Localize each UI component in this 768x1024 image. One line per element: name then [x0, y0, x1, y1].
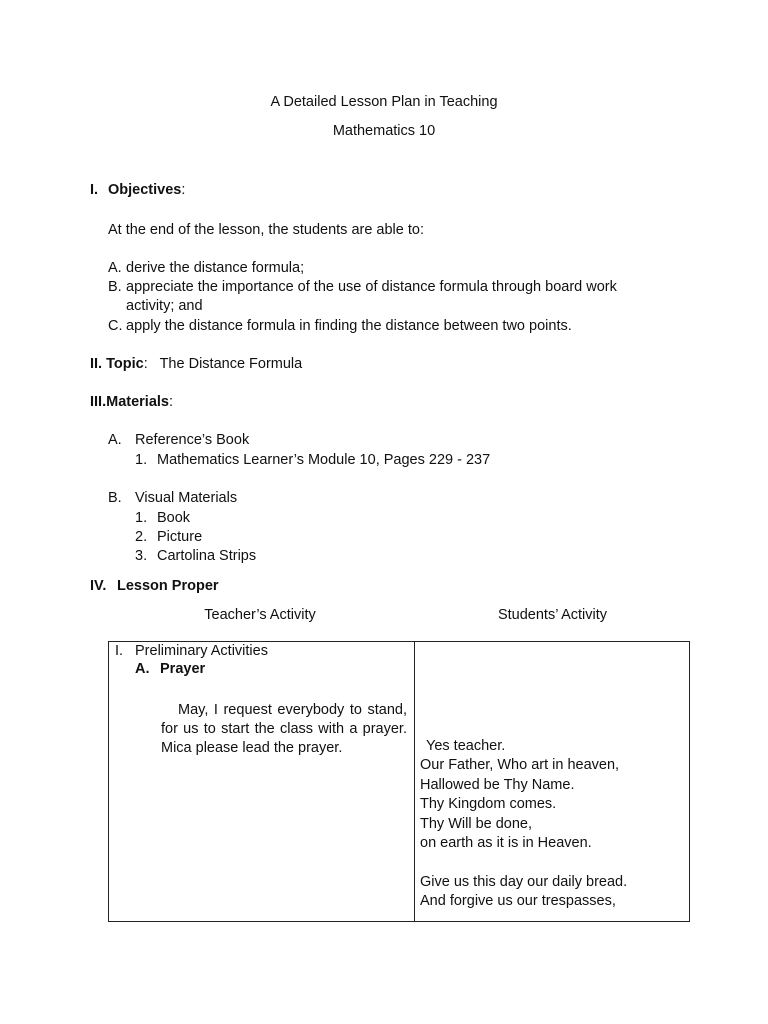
topic-heading: Topic [106, 356, 144, 372]
student-line-6: on earth as it is in Heaven. [420, 834, 592, 851]
student-line-7: Give us this day our daily bread. [420, 873, 628, 890]
teacher-activity-header: Teacher’s Activity [204, 607, 316, 623]
objectives-heading-wrap: Objectives: [108, 182, 186, 198]
materials-a-letter: A. [108, 432, 122, 448]
objective-a-text: derive the distance formula; [126, 260, 305, 276]
document-title: A Detailed Lesson Plan in Teaching [270, 94, 498, 110]
materials-b-item-2-num: 2. [135, 529, 148, 545]
materials-heading: Materials [106, 394, 169, 410]
stanza-gap [420, 853, 627, 872]
topic-number: II. [90, 356, 103, 372]
objective-b-text-cont: activity; and [126, 298, 203, 314]
lesson-heading: Lesson Proper [117, 578, 219, 594]
document-subtitle: Mathematics 10 [332, 123, 436, 139]
objectives-intro: At the end of the lesson, the students are able to: [108, 222, 424, 238]
preliminary-num: I. [115, 643, 124, 659]
materials-line: III.Materials: [90, 394, 174, 410]
lesson-number: IV. [90, 578, 107, 594]
materials-b-item-2-text: Picture [157, 529, 203, 545]
student-line-2: Our Father, Who art in heaven, [420, 757, 620, 774]
objective-c-letter: C. [108, 318, 123, 334]
prayer-letter: A. [135, 661, 150, 677]
student-line-1: Yes teacher. [426, 738, 506, 754]
column-divider [414, 642, 415, 921]
prayer-heading: Prayer [160, 661, 206, 677]
student-line-8: And forgive us our trespasses, [420, 893, 616, 910]
objective-b-text: appreciate the importance of the use of distance formula through board work [126, 279, 617, 295]
preliminary-activities: Preliminary Activities [135, 643, 268, 659]
topic-line: II. Topic: The Distance Formula [90, 356, 303, 372]
materials-number: III. [90, 394, 107, 410]
materials-b-item-1-text: Book [157, 510, 191, 526]
objective-a-letter: A. [108, 260, 122, 276]
objective-c-text: apply the distance formula in finding the distance between two points. [126, 318, 572, 334]
teacher-prayer-paragraph: May, I request everybody to stand, for us to start the class with a prayer. Mica please lead the prayer. [161, 702, 407, 756]
students-response [420, 737, 627, 912]
student-line-4: Thy Kingdom comes. [420, 796, 557, 813]
materials-b-label: Visual Materials [135, 490, 238, 506]
students-activity-header: Students’ Activity [497, 607, 608, 623]
student-line-3: Hallowed be Thy Name. [420, 776, 575, 793]
materials-a-label: Reference’s Book [135, 432, 250, 448]
topic-value: The Distance Formula [159, 356, 303, 372]
student-line-5: Thy Will be done, [420, 815, 533, 832]
objective-b-letter: B. [108, 279, 122, 295]
materials-b-item-1-num: 1. [135, 510, 148, 526]
materials-a-item-1-text: Mathematics Learner’s Module 10, Pages 229 - 237 [157, 452, 491, 468]
materials-b-item-3-text: Cartolina Strips [157, 548, 257, 564]
materials-b-letter: B. [108, 490, 122, 506]
objectives-heading: Objectives [108, 182, 182, 198]
objectives-number: I. [90, 182, 99, 198]
materials-b-item-3-num: 3. [135, 548, 148, 564]
activity-table [108, 641, 690, 922]
materials-a-item-1-num: 1. [135, 452, 148, 468]
